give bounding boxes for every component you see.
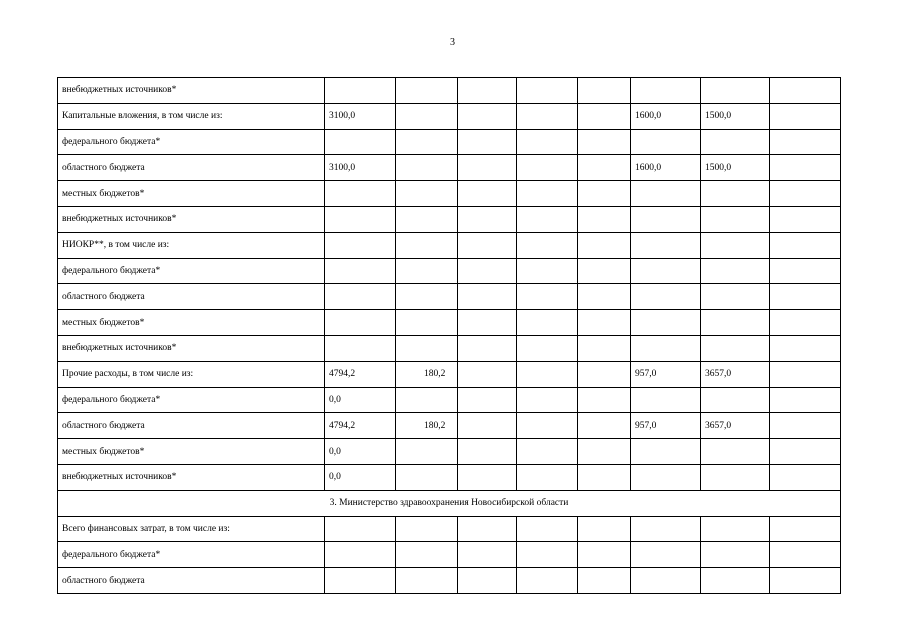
value-cell	[578, 310, 631, 336]
value-cell	[396, 232, 458, 258]
value-cell: 4794,2	[325, 361, 396, 387]
value-cell	[325, 206, 396, 232]
value-cell	[631, 232, 701, 258]
value-cell	[578, 258, 631, 284]
value-cell	[396, 542, 458, 568]
value-cell	[578, 181, 631, 207]
table-row	[58, 464, 841, 490]
value-cell	[325, 129, 396, 155]
value-cell: 0,0	[325, 464, 396, 490]
row-label: местных бюджетов*	[58, 439, 325, 465]
row-label: местных бюджетов*	[58, 181, 325, 207]
table-row	[58, 181, 841, 207]
row-label: областного бюджета	[58, 155, 325, 181]
value-cell	[770, 129, 841, 155]
page-number: 3	[450, 37, 455, 48]
value-cell	[770, 387, 841, 413]
value-cell: 1500,0	[701, 103, 770, 129]
value-cell	[770, 413, 841, 439]
value-cell	[578, 439, 631, 465]
value-cell	[517, 568, 578, 594]
value-cell	[578, 464, 631, 490]
value-cell	[458, 155, 517, 181]
value-cell	[770, 439, 841, 465]
value-cell	[631, 464, 701, 490]
table-row	[58, 439, 841, 465]
row-label: федерального бюджета*	[58, 387, 325, 413]
value-cell	[458, 542, 517, 568]
value-cell	[325, 335, 396, 361]
value-cell	[701, 464, 770, 490]
value-cell	[458, 464, 517, 490]
value-cell	[701, 335, 770, 361]
value-cell	[578, 78, 631, 104]
value-cell	[396, 155, 458, 181]
value-cell	[770, 361, 841, 387]
value-cell	[325, 181, 396, 207]
value-cell	[396, 464, 458, 490]
value-cell: 180,2	[396, 413, 458, 439]
table-body	[58, 78, 841, 594]
value-cell	[458, 439, 517, 465]
value-cell	[517, 155, 578, 181]
value-cell	[578, 361, 631, 387]
value-cell	[701, 284, 770, 310]
value-cell	[325, 310, 396, 336]
value-cell	[517, 103, 578, 129]
value-cell	[396, 181, 458, 207]
value-cell: 0,0	[325, 387, 396, 413]
value-cell	[517, 129, 578, 155]
value-cell	[325, 516, 396, 542]
value-cell	[458, 284, 517, 310]
financing-table	[57, 77, 841, 594]
table-row	[58, 310, 841, 336]
value-cell	[396, 103, 458, 129]
value-cell	[458, 258, 517, 284]
value-cell	[517, 206, 578, 232]
value-cell	[396, 310, 458, 336]
value-cell	[701, 232, 770, 258]
value-cell: 3657,0	[701, 413, 770, 439]
table-row	[58, 129, 841, 155]
value-cell	[631, 439, 701, 465]
value-cell	[578, 516, 631, 542]
value-cell	[578, 387, 631, 413]
value-cell	[770, 516, 841, 542]
value-cell	[631, 542, 701, 568]
value-cell: 957,0	[631, 361, 701, 387]
value-cell	[517, 464, 578, 490]
value-cell	[396, 284, 458, 310]
table-row	[58, 335, 841, 361]
table-row	[58, 103, 841, 129]
table-row	[58, 78, 841, 104]
value-cell	[701, 258, 770, 284]
value-cell	[458, 568, 517, 594]
row-label: НИОКР**, в том числе из:	[58, 232, 325, 258]
value-cell	[578, 206, 631, 232]
table-row	[58, 206, 841, 232]
value-cell	[458, 206, 517, 232]
value-cell	[770, 310, 841, 336]
value-cell	[396, 516, 458, 542]
value-cell	[770, 258, 841, 284]
value-cell	[578, 103, 631, 129]
row-label: Капитальные вложения, в том числе из:	[58, 103, 325, 129]
value-cell	[770, 464, 841, 490]
value-cell	[578, 335, 631, 361]
value-cell	[770, 103, 841, 129]
value-cell	[631, 181, 701, 207]
value-cell	[517, 78, 578, 104]
value-cell	[517, 439, 578, 465]
value-cell: 1600,0	[631, 103, 701, 129]
value-cell	[701, 206, 770, 232]
value-cell	[631, 78, 701, 104]
value-cell	[517, 542, 578, 568]
value-cell: 3100,0	[325, 155, 396, 181]
value-cell	[631, 284, 701, 310]
value-cell	[770, 284, 841, 310]
value-cell	[701, 568, 770, 594]
value-cell	[458, 181, 517, 207]
section-title: 3. Министерство здравоохранения Новосибирской области	[58, 490, 841, 516]
value-cell	[396, 387, 458, 413]
value-cell	[458, 129, 517, 155]
value-cell	[578, 284, 631, 310]
value-cell: 0,0	[325, 439, 396, 465]
value-cell	[578, 232, 631, 258]
value-cell	[701, 129, 770, 155]
value-cell: 1600,0	[631, 155, 701, 181]
table-row	[58, 258, 841, 284]
value-cell	[396, 129, 458, 155]
value-cell	[631, 258, 701, 284]
value-cell	[458, 361, 517, 387]
value-cell	[517, 310, 578, 336]
table-row	[58, 387, 841, 413]
value-cell	[578, 129, 631, 155]
row-label: федерального бюджета*	[58, 129, 325, 155]
value-cell	[578, 542, 631, 568]
value-cell	[517, 181, 578, 207]
value-cell	[770, 181, 841, 207]
value-cell	[517, 516, 578, 542]
value-cell	[396, 439, 458, 465]
value-cell	[458, 516, 517, 542]
value-cell	[517, 232, 578, 258]
value-cell	[517, 335, 578, 361]
value-cell	[458, 103, 517, 129]
value-cell	[396, 568, 458, 594]
value-cell	[770, 568, 841, 594]
value-cell	[631, 387, 701, 413]
row-label: внебюджетных источников*	[58, 464, 325, 490]
row-label: областного бюджета	[58, 413, 325, 439]
value-cell	[458, 387, 517, 413]
value-cell: 957,0	[631, 413, 701, 439]
row-label: областного бюджета	[58, 568, 325, 594]
table-row	[58, 542, 841, 568]
value-cell	[458, 232, 517, 258]
row-label: внебюджетных источников*	[58, 206, 325, 232]
table-row	[58, 568, 841, 594]
value-cell	[701, 310, 770, 336]
value-cell	[517, 284, 578, 310]
row-label: федерального бюджета*	[58, 542, 325, 568]
value-cell	[458, 310, 517, 336]
value-cell	[396, 335, 458, 361]
value-cell	[578, 568, 631, 594]
row-label: Всего финансовых затрат, в том числе из:	[58, 516, 325, 542]
value-cell	[701, 516, 770, 542]
value-cell	[396, 258, 458, 284]
value-cell	[325, 568, 396, 594]
row-label: местных бюджетов*	[58, 310, 325, 336]
value-cell	[770, 542, 841, 568]
value-cell	[631, 206, 701, 232]
value-cell: 3100,0	[325, 103, 396, 129]
value-cell	[325, 258, 396, 284]
section-header-row	[58, 490, 841, 516]
value-cell	[701, 78, 770, 104]
value-cell	[396, 78, 458, 104]
value-cell: 4794,2	[325, 413, 396, 439]
value-cell	[631, 129, 701, 155]
table-row	[58, 361, 841, 387]
row-label: федерального бюджета*	[58, 258, 325, 284]
value-cell	[701, 542, 770, 568]
value-cell	[770, 155, 841, 181]
value-cell: 3657,0	[701, 361, 770, 387]
value-cell	[517, 258, 578, 284]
value-cell	[701, 439, 770, 465]
value-cell	[517, 361, 578, 387]
row-label: внебюджетных источников*	[58, 335, 325, 361]
value-cell	[578, 155, 631, 181]
value-cell	[458, 335, 517, 361]
value-cell	[578, 413, 631, 439]
value-cell	[631, 516, 701, 542]
table-row	[58, 155, 841, 181]
value-cell	[770, 232, 841, 258]
table-row	[58, 232, 841, 258]
value-cell: 180,2	[396, 361, 458, 387]
value-cell	[325, 284, 396, 310]
table-row	[58, 284, 841, 310]
value-cell	[631, 568, 701, 594]
value-cell	[458, 78, 517, 104]
value-cell: 1500,0	[701, 155, 770, 181]
value-cell	[701, 181, 770, 207]
value-cell	[517, 387, 578, 413]
value-cell	[770, 78, 841, 104]
value-cell	[325, 232, 396, 258]
value-cell	[770, 335, 841, 361]
value-cell	[458, 413, 517, 439]
row-label: Прочие расходы, в том числе из:	[58, 361, 325, 387]
table-row	[58, 516, 841, 542]
value-cell	[517, 413, 578, 439]
row-label: областного бюджета	[58, 284, 325, 310]
value-cell	[770, 206, 841, 232]
value-cell	[396, 206, 458, 232]
value-cell	[631, 310, 701, 336]
value-cell	[325, 78, 396, 104]
table-row	[58, 413, 841, 439]
value-cell	[325, 542, 396, 568]
value-cell	[631, 335, 701, 361]
value-cell	[701, 387, 770, 413]
row-label: внебюджетных источников*	[58, 78, 325, 104]
